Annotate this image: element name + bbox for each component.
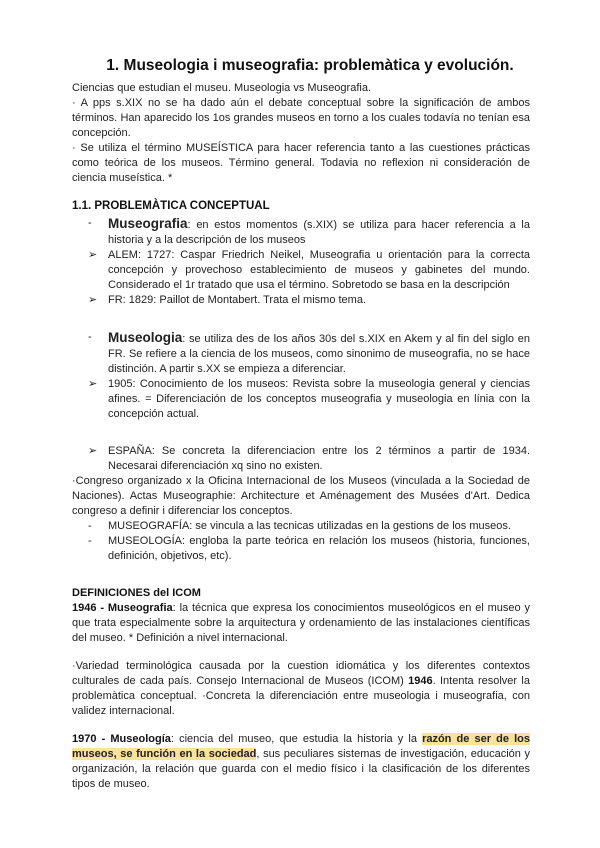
dash-bullet: -	[88, 331, 92, 343]
section-heading-problematica: 1.1. PROBLEMÀTICA CONCEPTUAL	[72, 200, 270, 212]
dash-bullet: -	[88, 217, 92, 229]
intro-paragraph-2: · Se utiliza el término MUSEÍSTICA para hacer referencia tanto a las cuestiones prácticas como teórica de los museos. Término general. Todavia no reflexion ni consideración de ciencia museística. *	[72, 142, 530, 184]
variedad-paragraph	[72, 659, 530, 719]
museologia-description: : se utiliza des de los años 30s del s.XIX en Akem y al fin del siglo en FR. Se refiere a la ciencia de los museos, como sinonimo de museografia, no se hace distinción. A partir s.XX se empieza a diferenciar.	[108, 333, 530, 375]
alem-text: ALEM: 1727: Caspar Friedrich Neikel, Museografia u orientación para la correcta concepción y provechoso establecimiento de museos y gabinetes del mundo. Considerado el 1r tratado que usa el término. Sobretodo se basa en la descripción	[108, 249, 530, 291]
variedad-text-a: ·Variedad terminológica causada por la cuestion idiomática y los diferentes contextos culturales de cada país. Consejo Internacional de Museos (ICOM)	[72, 660, 530, 687]
def-museologia-item	[72, 534, 530, 564]
icom-1946-text: : la técnica que expresa los conocimientos museológicos en el museo y que trata especialmente sobre la arquitectura y ordenamiento de las instalaciones científicas del museo. * Definición a nivel internacional.	[72, 602, 530, 644]
variedad-year: 1946	[408, 675, 433, 687]
fr-item	[72, 293, 530, 308]
icom-1946-paragraph	[72, 601, 530, 646]
museografia-list	[72, 216, 530, 308]
museologia-item	[72, 330, 530, 377]
espana-text: ESPAÑA: Se concreta la diferenciacion entre los 2 términos a partir de 1934. Necesarai diferenciación xq sino no existen.	[108, 445, 530, 472]
intro-paragraph-1: · A pps s.XIX no se ha dado aún el debate conceptual sobre la significación de ambos términos. Han aparecido los 1os grandes museos en torno a los cuales todavía no tenían esa concepción.	[72, 97, 530, 139]
term-museologia: Museologia	[108, 330, 183, 345]
icom-1970-label: 1970 - Museología	[72, 733, 171, 745]
espana-item	[72, 444, 530, 474]
item-1905	[72, 377, 530, 422]
icom-1946-label: 1946 - Museografia	[72, 602, 173, 614]
def-museografia-item	[72, 519, 530, 534]
variedad-text-b: . Intenta resolver la problemàtica conceptual. ·Concreta la diferenciación entre museologia i museografia, con validez internacional.	[72, 675, 530, 717]
dash-bullet: -	[88, 520, 92, 532]
def-museologia-text: MUSEOLOGÍA: engloba la parte teórica en relación los museos (historia, funciones, definición, objetivos, etc).	[108, 535, 530, 562]
arrow-bullet-icon: ➢	[88, 294, 98, 306]
icom-1970-paragraph	[72, 732, 530, 792]
icom-1970-text-b: , sus peculiares sistemas de investigación, educación y organización, la relación que guarda con el medio físico i la clasificación de los diferentes tipos de museo.	[72, 748, 530, 790]
museografia-item	[72, 216, 530, 248]
page-title: 1. Museologia i museografia: problemàtica y evolución.	[106, 57, 514, 74]
alem-item	[72, 248, 530, 293]
espana-list	[72, 444, 530, 474]
arrow-bullet-icon: ➢	[88, 249, 98, 261]
icom-1970-text-a: : ciencia del museo, que estudia la historia y la	[170, 733, 423, 745]
text-1905: 1905: Conocimiento de los museos: Revista sobre la museologia general y ciencias afines. = Diferenciación de los conceptos museografia y museologia en línia con la concepción actual.	[108, 378, 530, 420]
intro-line: Ciencias que estudian el museu. Museologia vs Museografia.	[72, 82, 371, 94]
arrow-bullet-icon: ➢	[88, 445, 98, 457]
icom-heading: DEFINICIONES del ICOM	[72, 587, 201, 599]
museografia-description: : en estos momentos (s.XIX) se utiliza para hacer referencia a la historia y a la descripción de los museos	[108, 219, 530, 246]
dash-bullet: -	[88, 535, 92, 547]
term-museografia: Museografia	[108, 216, 188, 231]
fr-text: FR: 1829: Paillot de Montabert. Trata el mismo tema.	[108, 294, 367, 306]
document-page	[72, 56, 530, 792]
def-museografia-text: MUSEOGRAFÍA: se vincula a las tecnicas utilizadas en la gestions de los museos.	[108, 520, 511, 532]
congreso-paragraph: ·Congreso organizado x la Oficina Internacional de los Museos (vinculada a la Sociedad de Naciones). Actas Museographie: Architecture et Aménagement des Musées d'Art. Dedica congreso a definir i diferenciar los conceptos.	[72, 475, 530, 517]
definitions-list	[72, 519, 530, 564]
highlighted-phrase: razón de ser de los museos, se función en la sociedad	[72, 733, 530, 760]
museologia-list	[72, 330, 530, 422]
arrow-bullet-icon: ➢	[88, 378, 98, 390]
